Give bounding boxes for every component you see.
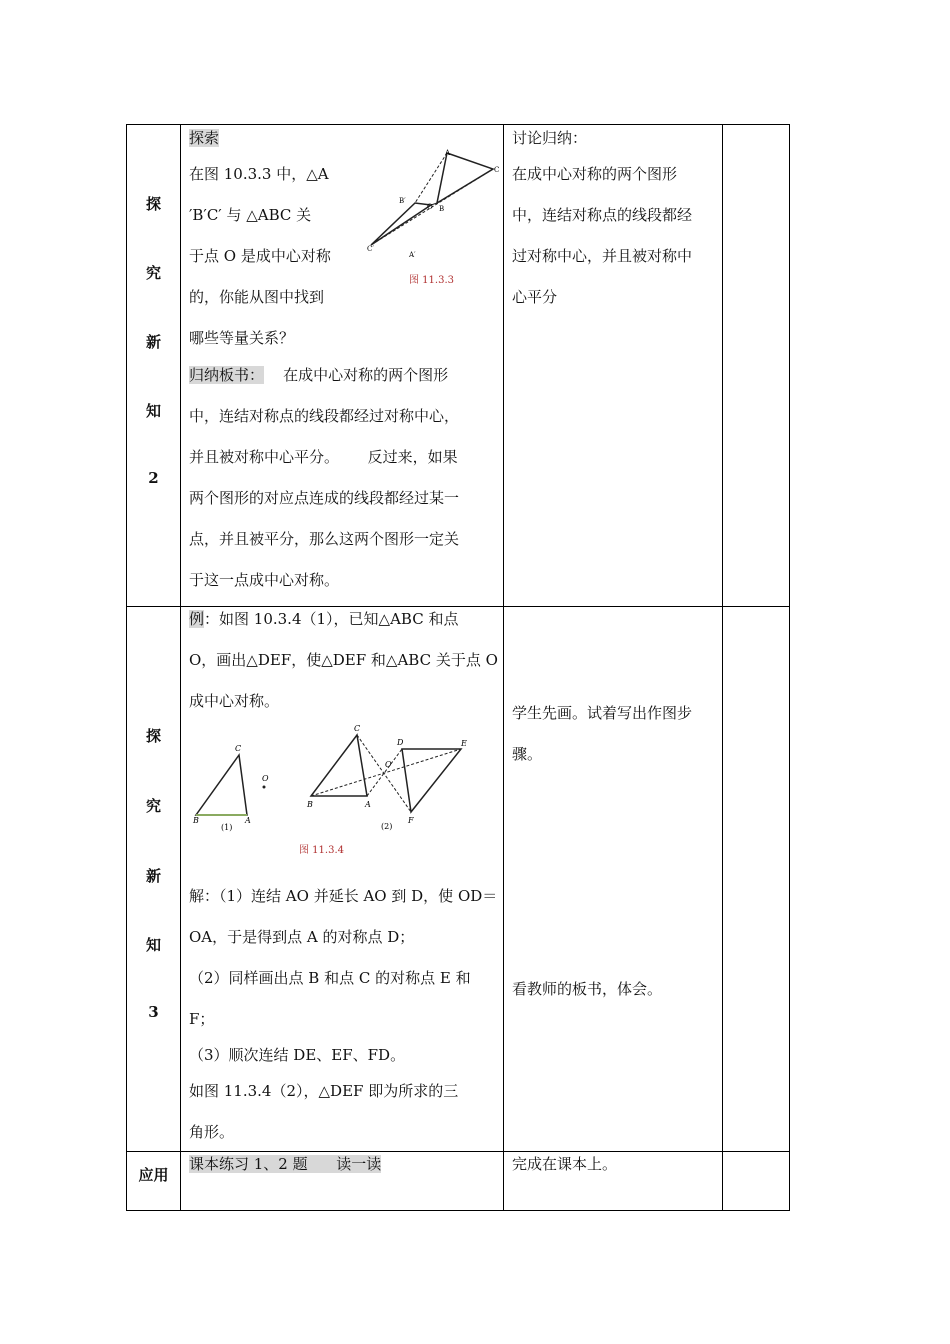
explore-heading: 探索 — [189, 129, 220, 147]
summary-line-6: 于这一点成中心对称。 — [189, 571, 340, 589]
student-activity-line: 中，连结对称点的线段都经 — [512, 206, 693, 224]
summary-line-2: 中，连结对称点的线段都经过对称中心， — [189, 407, 460, 425]
lesson-table: 探 究 新 知 2 探索 在图 10.3.3 中，△A ′B′C′ 与 △ABC 关 于点 O 是成中心对称 的，你能从图中找到 哪些等量关系？ A C B O B′ C′ A′ 图 11.3.3 归纳板书： 在成中心对称的两个图形 中，连结对称点的线段都经过对称中心， 并且被对称中心平分。 反过来，如果 两个图形的对应点连成的线段都经过某一 点，并且被平分，那么这两个图形一定关 于这一点成中心对称。 讨论归纳： 在成中心对称的两个图形 中，连结对称点的线段都经 过对称中心，并且被对称中 心平分 探 究 新 知 3 例：如图 10.3.4（1），已知△ABC 和点 O，画出△DEF，使△DEF 和△ABC 关于点 O 成中心对称。 C B A O (1) C B A O D E F (2) 图 11.3.4 解：（1）连结 AO 并延长 AO 到 D，使 OD＝ OA，于是得到点 A 的对称点 D； （2）同样画出点 B 和点 C 的对称点 E 和 F； （3）顺次连结 DE、EF、FD。 如图 11.3.4（2），△DEF 即为所求的三 角形。 学生先画。试着写出作图步 骤。 看教师的板书，体会。 应用 课本练习 1、2 题 读一读 完成在课本上。 — [126, 124, 790, 1211]
explore-question-4: 的，你能从图中找到 — [189, 288, 325, 306]
svg-text:B: B — [307, 800, 313, 809]
student-activity-line: 学生先画。试着写出作图步 — [512, 704, 693, 722]
svg-text:A: A — [365, 800, 371, 809]
student-activity-line: 过对称中心，并且被对称中 — [512, 247, 693, 265]
explore-question-1: 在图 10.3.3 中，△A — [189, 165, 329, 183]
svg-text:A: A — [445, 149, 451, 157]
application-student: 完成在课本上。 — [512, 1155, 618, 1173]
figure-caption: 图 11.3.3 — [409, 275, 454, 286]
summary-line-5: 点，并且被平分，那么这两个图形一定关 — [189, 530, 460, 548]
summary-line-1: 归纳板书： 在成中心对称的两个图形 — [189, 366, 449, 384]
svg-text:C: C — [494, 166, 500, 174]
svg-text:C: C — [235, 744, 242, 753]
svg-text:O: O — [262, 774, 269, 783]
svg-text:A′: A′ — [409, 251, 416, 259]
student-activity-heading: 讨论归纳： — [512, 129, 588, 147]
student-activity-line: 骤。 — [512, 745, 543, 763]
solution-line: 解：（1）连结 AO 并延长 AO 到 D，使 OD＝ — [189, 887, 498, 905]
figure-11-3-3 — [365, 147, 505, 287]
solution-line: OA，于是得到点 A 的对称点 D； — [189, 928, 415, 946]
explore-question-2: ′B′C′ 与 △ABC 关 — [189, 206, 312, 224]
explore-question-3: 于点 O 是成中心对称 — [189, 247, 331, 265]
svg-text:A: A — [245, 816, 251, 825]
svg-text:C′: C′ — [367, 245, 374, 253]
student-activity-line: 在成中心对称的两个图形 — [512, 165, 678, 183]
solution-line: F； — [189, 1010, 215, 1028]
solution-line: （2）同样画出点 B 和点 C 的对称点 E 和 — [189, 969, 471, 987]
summary-line-4: 两个图形的对应点连成的线段都经过某一 — [189, 489, 460, 507]
figure-caption: 图 11.3.4 — [299, 845, 344, 856]
svg-text:B′: B′ — [399, 197, 406, 205]
explore-question-5: 哪些等量关系？ — [189, 329, 295, 347]
svg-text:F: F — [408, 816, 414, 825]
application-content: 课本练习 1、2 题 读一读 — [189, 1155, 382, 1173]
svg-text:O: O — [385, 760, 392, 769]
example-line-1: 例：如图 10.3.4（1），已知△ABC 和点 — [189, 610, 459, 628]
figure-11-3-4 — [191, 719, 481, 869]
solution-line: 角形。 — [189, 1123, 235, 1141]
example-line-3: 成中心对称。 — [189, 692, 280, 710]
svg-text:B: B — [193, 816, 199, 825]
svg-text:O: O — [427, 203, 433, 211]
svg-text:(2): (2) — [381, 822, 393, 831]
solution-line: （3）顺次连结 DE、EF、FD。 — [189, 1046, 406, 1064]
example-line-2: O，画出△DEF，使△DEF 和△ABC 关于点 O — [189, 651, 498, 669]
summary-line-3: 并且被对称中心平分。 反过来，如果 — [189, 448, 458, 466]
svg-text:D: D — [397, 738, 404, 747]
svg-text:(1): (1) — [221, 823, 233, 832]
svg-text:E: E — [461, 739, 467, 748]
student-activity-line: 心平分 — [512, 288, 558, 306]
solution-line: 如图 11.3.4（2），△DEF 即为所求的三 — [189, 1082, 459, 1100]
svg-text:B: B — [439, 205, 445, 213]
svg-text:C: C — [354, 724, 361, 733]
student-activity-line: 看教师的板书，体会。 — [512, 980, 663, 998]
